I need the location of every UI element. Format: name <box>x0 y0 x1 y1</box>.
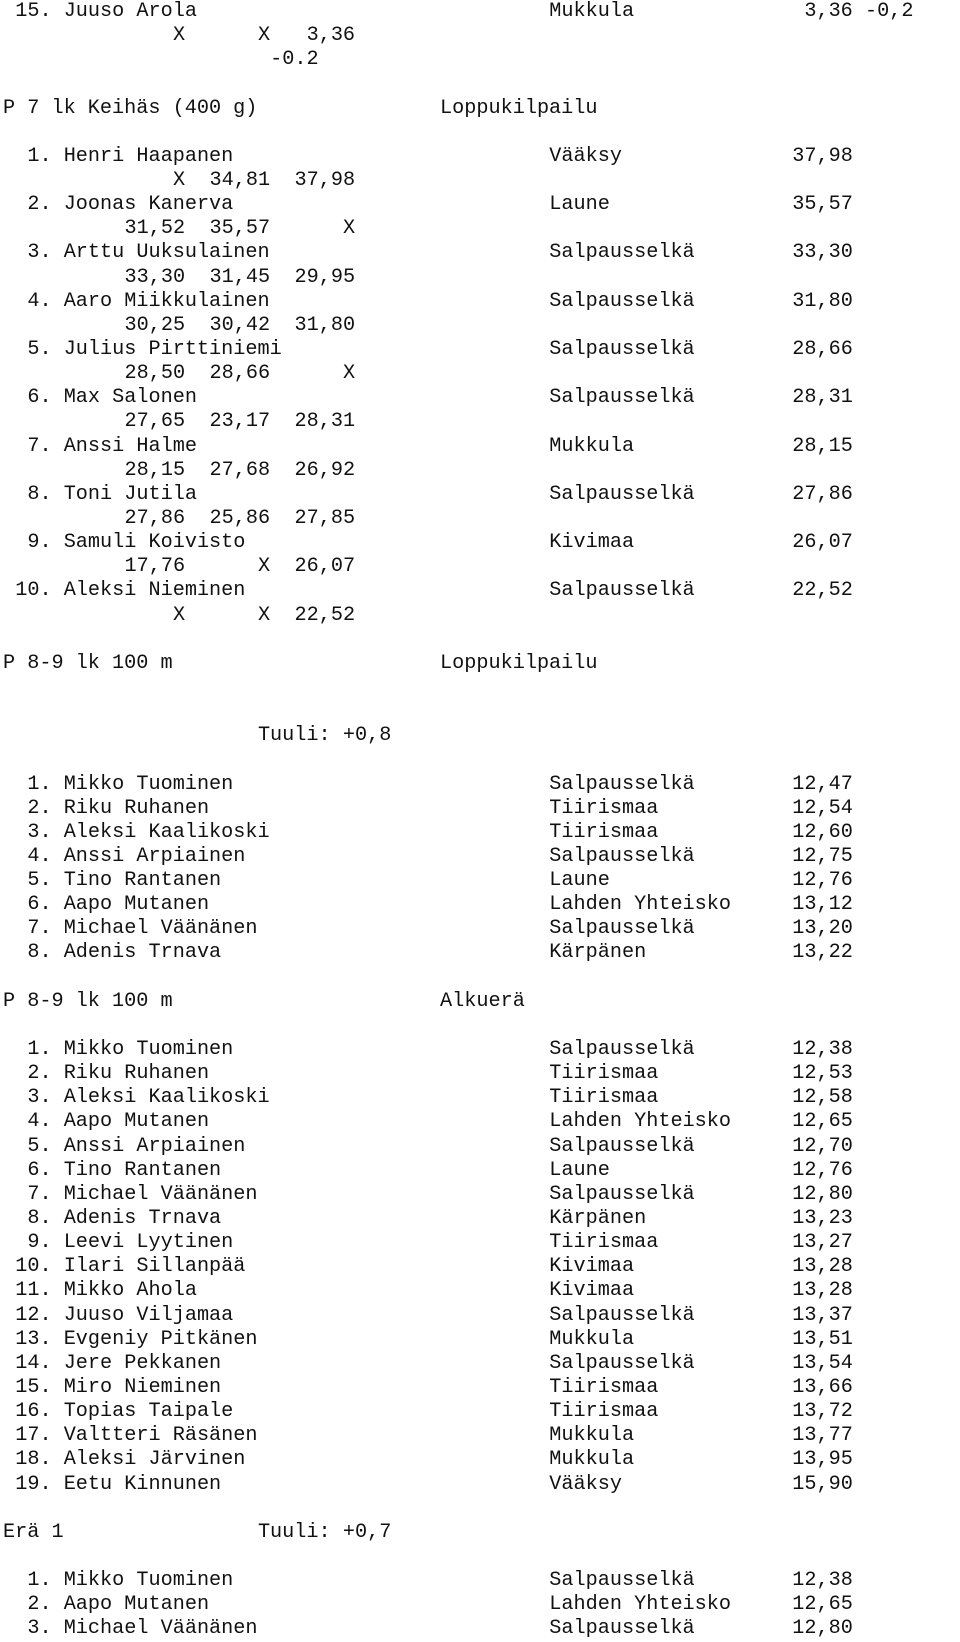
result-row <box>3 1062 960 1086</box>
attempt-value: 27,68 <box>209 458 271 482</box>
blank-line <box>3 1014 960 1038</box>
athlete-name: Riku Ruhanen <box>63 1062 210 1086</box>
rank: 5. <box>27 869 52 893</box>
result-value: 13,20 <box>792 917 853 941</box>
athlete-name: Valtteri Räsänen <box>63 1424 258 1448</box>
result-row <box>3 1352 960 1376</box>
attempts-row <box>3 410 960 434</box>
result-row <box>3 1255 960 1279</box>
attempt-value: 30,42 <box>209 313 271 337</box>
club-name: Tiirismaa <box>549 1231 659 1255</box>
athlete-name: Aleksi Kaalikoski <box>63 820 270 844</box>
athlete-name: Anssi Halme <box>63 434 197 458</box>
result-row <box>3 1473 960 1497</box>
blank-line <box>3 700 960 724</box>
wind-value: +0,8 <box>342 724 392 748</box>
result-row <box>3 1304 960 1328</box>
club-name: Mukkula <box>549 1327 635 1351</box>
result-value: 12,80 <box>792 1617 853 1641</box>
athlete-name: Ilari Sillanpää <box>63 1255 246 1279</box>
result-value: 13,22 <box>792 941 853 965</box>
attempts-row <box>3 314 960 338</box>
attempt-value: 28,31 <box>294 410 356 434</box>
attempt-value: 23,17 <box>209 410 271 434</box>
result-row <box>3 193 960 217</box>
result-row <box>3 869 960 893</box>
wind-info <box>3 724 960 748</box>
result-row <box>3 1569 960 1593</box>
club-name: Salpausselkä <box>549 337 695 361</box>
rank: 10. <box>15 1255 52 1279</box>
club-name: Mukkula <box>549 434 635 458</box>
club-name: Salpausselkä <box>549 1134 695 1158</box>
round-name: Loppukilpailu <box>440 96 598 120</box>
result-row <box>3 1593 960 1617</box>
attempt-value: 22,52 <box>294 603 356 627</box>
attempt-value: 31,52 <box>124 217 186 241</box>
result-value: 22,52 <box>792 579 853 603</box>
result-value: 12,47 <box>792 772 853 796</box>
result-value: 13,77 <box>792 1424 853 1448</box>
rank: 1. <box>27 1038 52 1062</box>
result-value: 37,98 <box>792 144 853 168</box>
rank: 5. <box>27 337 52 361</box>
attempt-value: X <box>342 362 356 386</box>
attempt-value: X <box>172 603 186 627</box>
result-row <box>3 1110 960 1134</box>
athlete-name: Jere Pekkanen <box>63 1351 222 1375</box>
athlete-name: Mikko Tuominen <box>63 772 234 796</box>
club-name: Laune <box>549 1158 610 1182</box>
result-value: 12,76 <box>792 869 853 893</box>
result-value: 26,07 <box>792 531 853 555</box>
attempt-value: 26,92 <box>294 458 356 482</box>
athlete-name: Mikko Tuominen <box>63 1569 234 1593</box>
result-row <box>3 917 960 941</box>
club-name: Salpausselkä <box>549 482 695 506</box>
attempt-value: 27,65 <box>124 410 186 434</box>
rank: 8. <box>27 1207 52 1231</box>
rank: 9. <box>27 531 52 555</box>
rank: 8. <box>27 482 52 506</box>
attempt-value: 17,76 <box>124 555 186 579</box>
event-header <box>3 652 960 676</box>
result-row <box>3 773 960 797</box>
result-value: 33,30 <box>792 241 853 265</box>
attempt-value: X <box>342 217 356 241</box>
club-name: Lahden Yhteisko <box>549 1110 732 1134</box>
attempt-value: 35,57 <box>209 217 271 241</box>
rank: 6. <box>27 1158 52 1182</box>
rank: 5. <box>27 1134 52 1158</box>
athlete-name: Michael Väänänen <box>63 1617 258 1641</box>
result-value: 28,15 <box>792 434 853 458</box>
result-value: 31,80 <box>792 289 853 313</box>
result-row <box>3 290 960 314</box>
blank-line <box>3 748 960 772</box>
rank: 1. <box>27 772 52 796</box>
result-row <box>3 797 960 821</box>
wind-value: -0.2 <box>270 48 319 72</box>
result-row <box>3 1424 960 1448</box>
rank: 3. <box>27 820 52 844</box>
rank: 14. <box>15 1351 52 1375</box>
athlete-name: Juuso Viljamaa <box>63 1303 234 1327</box>
result-row <box>3 1279 960 1303</box>
result-row <box>3 386 960 410</box>
club-name: Salpausselkä <box>549 386 695 410</box>
club-name: Lahden Yhteisko <box>549 893 732 917</box>
blank-line <box>3 121 960 145</box>
club-name: Salpausselkä <box>549 844 695 868</box>
event-header <box>3 97 960 121</box>
athlete-name: Arttu Uuksulainen <box>63 241 270 265</box>
athlete-name: Leevi Lyytinen <box>63 1231 234 1255</box>
blank-line <box>3 676 960 700</box>
result-row <box>3 435 960 459</box>
attempt-value: 28,66 <box>209 362 271 386</box>
club-name: Laune <box>549 193 610 217</box>
rank: 3. <box>27 241 52 265</box>
result-row <box>3 821 960 845</box>
attempts-row <box>3 604 960 628</box>
attempt-value: 27,85 <box>294 506 356 530</box>
rank: 6. <box>27 386 52 410</box>
attempt-value: X <box>172 24 186 48</box>
athlete-name: Evgeniy Pitkänen <box>63 1327 258 1351</box>
result-value: 12,53 <box>792 1062 853 1086</box>
athlete-name: Michael Väänänen <box>63 1182 258 1206</box>
event-name: P 8-9 lk 100 m <box>3 651 173 675</box>
athlete-name: Henri Haapanen <box>63 144 234 168</box>
heat-name: Erä 1 <box>3 1520 64 1544</box>
club-name: Salpausselkä <box>549 917 695 941</box>
wind-row <box>3 48 960 72</box>
attempt-value: 34,81 <box>209 168 271 192</box>
result-row <box>3 893 960 917</box>
attempt-value: 37,98 <box>294 168 356 192</box>
athlete-name: Adenis Trnava <box>63 1207 222 1231</box>
attempts-row <box>3 459 960 483</box>
club-name: Vääksy <box>549 1472 622 1496</box>
club-name: Salpausselkä <box>549 1303 695 1327</box>
rank: 8. <box>27 941 52 965</box>
result-value: 12,54 <box>792 796 853 820</box>
club-name: Tiirismaa <box>549 796 659 820</box>
result-value: 12,58 <box>792 1086 853 1110</box>
result-row <box>3 241 960 265</box>
attempts-row <box>3 217 960 241</box>
athlete-name: Eetu Kinnunen <box>63 1472 222 1496</box>
attempt-value: 26,07 <box>294 555 356 579</box>
result-value: 13,72 <box>792 1400 853 1424</box>
athlete-name: Juuso Arola <box>63 0 197 23</box>
club-name: Lahden Yhteisko <box>549 1593 732 1617</box>
attempts-row <box>3 507 960 531</box>
club-name: Salpausselkä <box>549 289 695 313</box>
rank: 18. <box>15 1448 52 1472</box>
attempt-value: 33,30 <box>124 265 186 289</box>
rank: 1. <box>27 1569 52 1593</box>
attempt-value: 28,50 <box>124 362 186 386</box>
attempt-value: 30,25 <box>124 313 186 337</box>
rank: 6. <box>27 893 52 917</box>
result-row <box>3 1086 960 1110</box>
attempt-value: 27,86 <box>124 506 186 530</box>
club-name: Mukkula <box>549 1448 635 1472</box>
attempt-value: 25,86 <box>209 506 271 530</box>
result-value: 13,54 <box>792 1351 853 1375</box>
result-row <box>3 1376 960 1400</box>
result-value: 13,95 <box>792 1448 853 1472</box>
athlete-name: Miro Nieminen <box>63 1376 222 1400</box>
rank: 15. <box>15 0 52 23</box>
athlete-name: Julius Pirttiniemi <box>63 337 282 361</box>
result-value: 12,80 <box>792 1182 853 1206</box>
result-row <box>3 1038 960 1062</box>
result-row <box>3 1207 960 1231</box>
athlete-name: Aapo Mutanen <box>63 1593 210 1617</box>
result-row <box>3 1617 960 1641</box>
result-value: 13,12 <box>792 893 853 917</box>
wind-label: Tuuli: <box>257 1520 331 1544</box>
athlete-name: Adenis Trnava <box>63 941 222 965</box>
rank: 4. <box>27 289 52 313</box>
result-row <box>3 1448 960 1472</box>
round-name: Alkuerä <box>440 989 525 1013</box>
club-name: Kivimaa <box>549 531 635 555</box>
event-header <box>3 990 960 1014</box>
result-row <box>3 1159 960 1183</box>
result-row <box>3 1400 960 1424</box>
athlete-name: Aapo Mutanen <box>63 1110 210 1134</box>
wind-value: -0,2 <box>865 0 914 23</box>
event-name: P 7 lk Keihäs (400 g) <box>3 96 258 120</box>
attempt-value: 29,95 <box>294 265 356 289</box>
result-row <box>3 1231 960 1255</box>
result-value: 13,23 <box>792 1207 853 1231</box>
club-name: Kärpänen <box>549 941 647 965</box>
result-value: 13,28 <box>792 1279 853 1303</box>
result-value: 28,66 <box>792 337 853 361</box>
result-row <box>3 338 960 362</box>
result-row <box>3 531 960 555</box>
blank-line <box>3 1545 960 1569</box>
result-value: 3,36 <box>804 0 853 23</box>
athlete-name: Aleksi Nieminen <box>63 579 246 603</box>
club-name: Mukkula <box>549 1424 635 1448</box>
club-name: Salpausselkä <box>549 1617 695 1641</box>
rank: 4. <box>27 844 52 868</box>
result-value: 12,38 <box>792 1038 853 1062</box>
rank: 4. <box>27 1110 52 1134</box>
attempts-row <box>3 266 960 290</box>
club-name: Salpausselkä <box>549 1038 695 1062</box>
rank: 7. <box>27 1182 52 1206</box>
attempt-value: X <box>257 24 271 48</box>
club-name: Laune <box>549 869 610 893</box>
club-name: Vääksy <box>549 144 622 168</box>
result-value: 28,31 <box>792 386 853 410</box>
rank: 15. <box>15 1376 52 1400</box>
attempt-value: X <box>257 603 271 627</box>
result-row <box>3 483 960 507</box>
club-name: Tiirismaa <box>549 1086 659 1110</box>
result-row <box>3 1135 960 1159</box>
club-name: Kivimaa <box>549 1255 635 1279</box>
rank: 12. <box>15 1303 52 1327</box>
wind-label: Tuuli: <box>257 724 331 748</box>
rank: 11. <box>15 1279 52 1303</box>
result-value: 13,51 <box>792 1327 853 1351</box>
result-row <box>3 579 960 603</box>
athlete-name: Topias Taipale <box>63 1400 234 1424</box>
result-row <box>3 845 960 869</box>
result-value: 13,28 <box>792 1255 853 1279</box>
result-value: 15,90 <box>792 1472 853 1496</box>
rank: 16. <box>15 1400 52 1424</box>
rank: 3. <box>27 1086 52 1110</box>
club-name: Kärpänen <box>549 1207 647 1231</box>
attempt-value: 31,45 <box>209 265 271 289</box>
results-document <box>3 0 960 1642</box>
rank: 13. <box>15 1327 52 1351</box>
athlete-name: Anssi Arpiainen <box>63 844 246 868</box>
athlete-name: Riku Ruhanen <box>63 796 210 820</box>
athlete-name: Michael Väänänen <box>63 917 258 941</box>
result-row <box>3 0 960 24</box>
result-value: 13,66 <box>792 1376 853 1400</box>
athlete-name: Aapo Mutanen <box>63 893 210 917</box>
club-name: Salpausselkä <box>549 579 695 603</box>
athlete-name: Mikko Ahola <box>63 1279 197 1303</box>
attempt-value: 31,80 <box>294 313 356 337</box>
club-name: Tiirismaa <box>549 820 659 844</box>
result-value: 13,27 <box>792 1231 853 1255</box>
rank: 9. <box>27 1231 52 1255</box>
result-value: 12,38 <box>792 1569 853 1593</box>
rank: 2. <box>27 1593 52 1617</box>
club-name: Tiirismaa <box>549 1062 659 1086</box>
rank: 17. <box>15 1424 52 1448</box>
result-row <box>3 941 960 965</box>
rank: 7. <box>27 917 52 941</box>
athlete-name: Mikko Tuominen <box>63 1038 234 1062</box>
club-name: Kivimaa <box>549 1279 635 1303</box>
result-value: 12,65 <box>792 1593 853 1617</box>
club-name: Mukkula <box>549 0 635 23</box>
attempts-row <box>3 555 960 579</box>
rank: 2. <box>27 796 52 820</box>
result-row <box>3 1328 960 1352</box>
club-name: Salpausselkä <box>549 1569 695 1593</box>
rank: 1. <box>27 144 52 168</box>
athlete-name: Joonas Kanerva <box>63 193 234 217</box>
club-name: Salpausselkä <box>549 241 695 265</box>
athlete-name: Aleksi Kaalikoski <box>63 1086 270 1110</box>
athlete-name: Anssi Arpiainen <box>63 1134 246 1158</box>
athlete-name: Samuli Koivisto <box>63 531 246 555</box>
result-row <box>3 1183 960 1207</box>
athlete-name: Toni Jutila <box>63 482 197 506</box>
result-value: 13,37 <box>792 1303 853 1327</box>
attempt-value: X <box>257 555 271 579</box>
athlete-name: Max Salonen <box>63 386 197 410</box>
attempts-row <box>3 24 960 48</box>
rank: 10. <box>15 579 52 603</box>
result-value: 12,60 <box>792 820 853 844</box>
club-name: Salpausselkä <box>549 1182 695 1206</box>
blank-line <box>3 72 960 96</box>
rank: 2. <box>27 1062 52 1086</box>
attempt-value: 3,36 <box>306 24 356 48</box>
rank: 3. <box>27 1617 52 1641</box>
heat-header <box>3 1521 960 1545</box>
attempt-value: X <box>172 168 186 192</box>
club-name: Salpausselkä <box>549 772 695 796</box>
blank-line <box>3 966 960 990</box>
result-value: 12,65 <box>792 1110 853 1134</box>
attempts-row <box>3 362 960 386</box>
result-value: 35,57 <box>792 193 853 217</box>
athlete-name: Tino Rantanen <box>63 869 222 893</box>
blank-line <box>3 628 960 652</box>
event-name: P 8-9 lk 100 m <box>3 989 173 1013</box>
athlete-name: Aaro Miikkulainen <box>63 289 270 313</box>
result-value: 12,76 <box>792 1158 853 1182</box>
wind-value: +0,7 <box>342 1520 392 1544</box>
athlete-name: Aleksi Järvinen <box>63 1448 246 1472</box>
blank-line <box>3 1497 960 1521</box>
rank: 19. <box>15 1472 52 1496</box>
attempt-value: 28,15 <box>124 458 186 482</box>
round-name: Loppukilpailu <box>440 651 598 675</box>
club-name: Tiirismaa <box>549 1376 659 1400</box>
result-row <box>3 145 960 169</box>
club-name: Tiirismaa <box>549 1400 659 1424</box>
attempts-row <box>3 169 960 193</box>
result-value: 12,70 <box>792 1134 853 1158</box>
rank: 7. <box>27 434 52 458</box>
athlete-name: Tino Rantanen <box>63 1158 222 1182</box>
result-value: 27,86 <box>792 482 853 506</box>
result-value: 12,75 <box>792 844 853 868</box>
club-name: Salpausselkä <box>549 1351 695 1375</box>
rank: 2. <box>27 193 52 217</box>
